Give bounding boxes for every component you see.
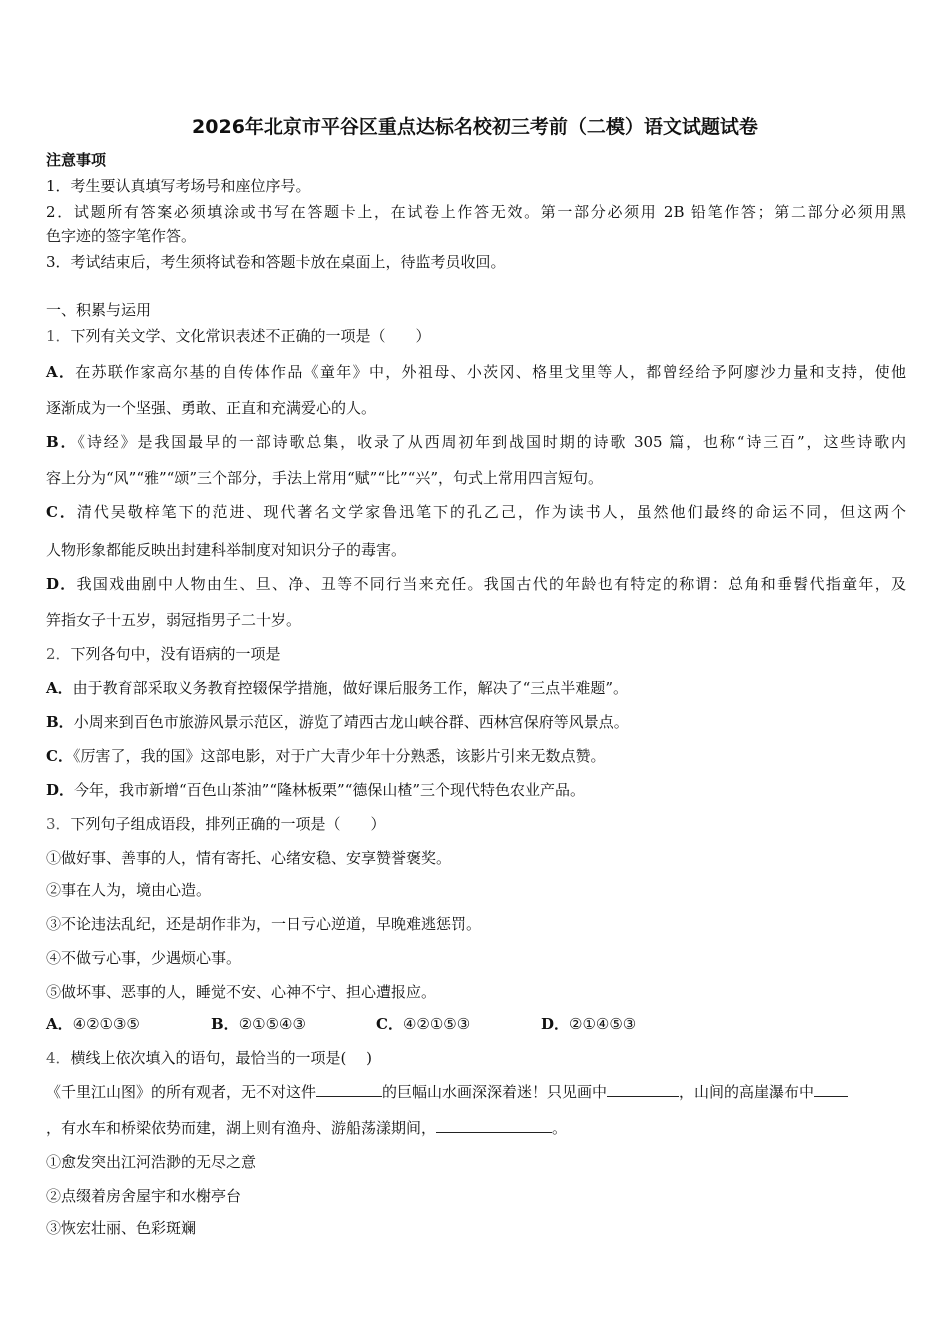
option-text: 《诗经》是我国最早的一部诗歌总集，收录了从西周初年到战国时期的诗歌 305 篇，也称“诗三百”，这些诗歌内 <box>77 433 906 451</box>
q1-option-d-line-2: 笄指女子十五岁，弱冠指男子二十岁。 <box>46 611 302 629</box>
q3-sentence-3: ③不论违法乱纪，还是胡作非为，一日亏心逆道，早晚难逃惩罚。 <box>46 915 482 933</box>
notice-item-1: 1．考生要认真填写考场号和座位序号。 <box>46 177 311 195</box>
option-text: ②①⑤④③ <box>238 1015 306 1033</box>
passage-text: ，山间的高崖瀑布中 <box>679 1083 815 1101</box>
question-text: 横线上依次填入的语句，最恰当的一项是( ) <box>70 1049 373 1067</box>
question-number: 2． <box>46 645 71 663</box>
q2-option-b <box>46 712 629 732</box>
question-number: 3． <box>46 815 71 833</box>
option-label: B． <box>211 1015 239 1033</box>
option-label: A． <box>46 679 73 697</box>
passage-text: 的巨幅山水画深深着迷！只见画中 <box>382 1083 608 1101</box>
option-text: ④②①⑤③ <box>402 1015 471 1033</box>
q3-sentence-5: ⑤做坏事、恶事的人，睡觉不安、心神不宁、担心遭报应。 <box>46 983 437 1001</box>
q3-option-b <box>211 1014 376 1034</box>
q3-sentence-2: ②事在人为，境由心造。 <box>46 881 212 899</box>
option-text: 清代吴敬梓笔下的范进、现代著名文学家鲁迅笔下的孔乙己，作为读书人，虽然他们最终的命运不同，但这两个 <box>76 503 906 521</box>
q4-passage-line-2 <box>46 1118 567 1138</box>
page-title: 2026年北京市平谷区重点达标名校初三考前（二模）语文试题试卷 <box>192 116 758 138</box>
fill-blank-2 <box>607 1082 679 1097</box>
question-text: 下列句子组成语段，排列正确的一项是（ ） <box>70 815 386 833</box>
q4-choice-2: ②点缀着房舍屋宇和水榭亭台 <box>46 1187 242 1205</box>
question-2-stem <box>46 644 281 664</box>
question-text: 下列各句中，没有语病的一项是 <box>70 645 281 663</box>
option-text: ②①④⑤③ <box>569 1015 637 1033</box>
option-text: 我国戏曲剧中人物由生、旦、净、丑等不同行当来充任。我国古代的年龄也有特定的称谓：总角和垂髫代指童年，及 <box>76 575 906 593</box>
option-label: A． <box>46 1015 73 1033</box>
option-label: C． <box>46 747 73 765</box>
section-heading: 一、积累与运用 <box>46 301 152 319</box>
q1-option-c-line-2: 人物形象都能反映出封建科举制度对知识分子的毒害。 <box>46 541 407 559</box>
option-text: 小周来到百色市旅游风景示范区，游览了靖西古龙山峡谷群、西林宫保府等风景点。 <box>73 713 629 731</box>
q4-choice-1: ①愈发突出江河浩渺的无尽之意 <box>46 1153 257 1171</box>
q1-option-b-line-1 <box>46 432 906 452</box>
question-4-stem <box>46 1048 372 1068</box>
option-text: 《厉害了，我的国》这部电影，对于广大青少年十分熟悉，该影片引来无数点赞。 <box>72 747 606 765</box>
question-text: 下列有关文学、文化常识表述不正确的一项是（ ） <box>70 327 431 345</box>
q3-option-a <box>46 1014 211 1034</box>
fill-blank-4 <box>436 1118 552 1133</box>
q2-option-a <box>46 678 628 698</box>
option-text: 在苏联作家高尔基的自传体作品《童年》中，外祖母、小茨冈、格里戈里等人，都曾经给予阿廖沙力量和支持，使他 <box>75 363 907 381</box>
fill-blank-1 <box>316 1082 382 1097</box>
question-3-stem <box>46 814 386 834</box>
question-1-stem <box>46 326 431 346</box>
q1-option-d-line-1 <box>46 574 906 594</box>
q3-option-c <box>376 1014 541 1034</box>
option-text: 由于教育部采取义务教育控辍保学措施，做好课后服务工作，解决了“三点半难题”。 <box>72 679 628 697</box>
q2-option-c <box>46 746 605 766</box>
option-label: C． <box>46 503 77 521</box>
q2-option-d <box>46 780 585 800</box>
option-label: C． <box>376 1015 403 1033</box>
notice-item-2-line-2: 色字迹的签字笔作答。 <box>46 227 197 245</box>
option-label: B． <box>46 713 74 731</box>
q1-option-b-line-2: 容上分为“风”“雅”“颂”三个部分，手法上常用“赋”“比”“兴”，句式上常用四言短句。 <box>46 469 604 487</box>
option-label: D． <box>541 1015 570 1033</box>
option-label: D． <box>46 781 75 799</box>
option-text: ④②①③⑤ <box>72 1015 140 1033</box>
q1-option-c-line-1 <box>46 502 906 522</box>
passage-text: 。 <box>552 1119 568 1137</box>
q3-options-row <box>46 1014 706 1034</box>
question-number: 1． <box>46 327 71 345</box>
q4-choice-3: ③恢宏壮丽、色彩斑斓 <box>46 1219 197 1237</box>
option-label: B． <box>46 433 78 451</box>
q1-option-a-line-2: 逐渐成为一个坚强、勇敢、正直和充满爱心的人。 <box>46 399 377 417</box>
q3-sentence-1: ①做好事、善事的人，情有寄托、心绪安稳、安享赞誉褒奖。 <box>46 849 452 867</box>
notice-item-2-line-1: 2．试题所有答案必须填涂或书写在答题卡上，在试卷上作答无效。第一部分必须用 2B 铅笔作答；第二部分必须用黑 <box>46 203 906 221</box>
option-label: A． <box>46 363 76 381</box>
question-number: 4． <box>46 1049 71 1067</box>
passage-text: 《千里江山图》的所有观者，无不对这件 <box>46 1083 317 1101</box>
q3-option-d <box>541 1014 706 1034</box>
option-text: 今年，我市新增“百色山茶油”“隆林板栗”“德保山楂”三个现代特色农业产品。 <box>74 781 586 799</box>
fill-blank-3 <box>814 1082 848 1097</box>
notice-heading: 注意事项 <box>46 151 107 169</box>
passage-text: ，有水车和桥梁依势而建，湖上则有渔舟、游船荡漾期间， <box>46 1119 437 1137</box>
notice-item-3: 3．考试结束后，考生须将试卷和答题卡放在桌面上，待监考员收回。 <box>46 253 506 271</box>
option-label: D． <box>46 575 77 593</box>
q1-option-a-line-1 <box>46 362 906 382</box>
q4-passage-line-1 <box>46 1082 848 1102</box>
q3-sentence-4: ④不做亏心事，少遇烦心事。 <box>46 949 242 967</box>
